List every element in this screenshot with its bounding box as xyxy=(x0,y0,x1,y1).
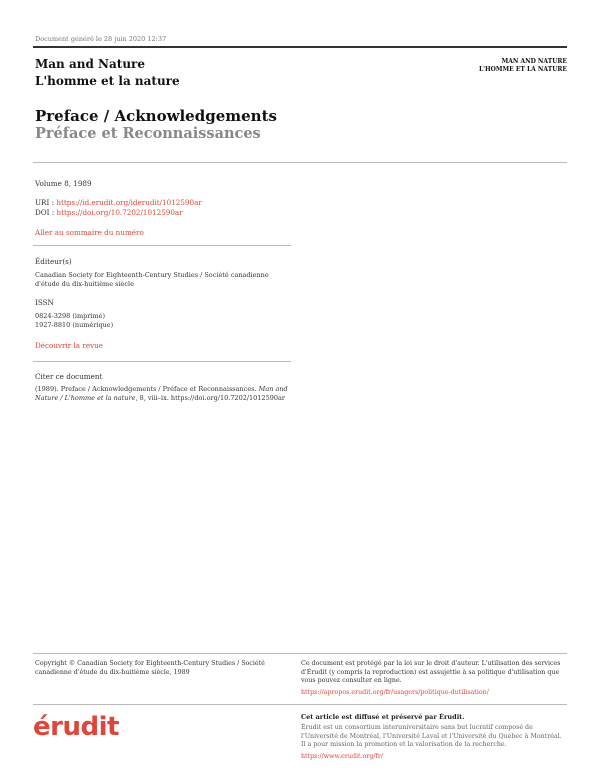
divider xyxy=(33,245,291,246)
journal-link[interactable]: Découvrir la revue xyxy=(35,341,104,350)
footer-divider xyxy=(33,704,567,705)
top-rule xyxy=(33,46,567,48)
erudit-heading: Cet article est diffusé et préservé par Érudit. xyxy=(301,713,465,721)
divider xyxy=(33,361,291,362)
journal-title-en: Man and Nature xyxy=(35,57,145,71)
doi-label: DOI : xyxy=(35,208,57,217)
publisher-value: Canadian Society for Eighteenth-Century Studies / Société canadienne d'étude du dix-huitième siècle xyxy=(35,271,269,288)
divider xyxy=(33,162,567,163)
doi-line xyxy=(35,208,183,217)
citation-journal: Man and Nature / L'homme et la nature xyxy=(35,385,288,402)
erudit-logo[interactable]: érudit xyxy=(33,712,119,742)
erudit-description: Érudit est un consortium interuniversitaire sans but lucratif composé de l'Université de Montréal, l'Université Laval et l'Université du Québec à Montréal. Il a pour mission la promotion et la valorisation de la recherche. xyxy=(301,724,562,748)
journal-logo-fr: L'HOMME ET LA NATURE xyxy=(478,66,567,73)
issn-label: ISSN xyxy=(35,298,54,307)
erudit-link[interactable]: https://www.erudit.org/fr/ xyxy=(301,753,383,760)
uri-line xyxy=(35,198,202,207)
usage-policy-link[interactable]: https://apropos.erudit.org/fr/usagers/politique-dutilisation/ xyxy=(301,689,489,696)
citation-suffix: , 8, viii–ix. https://doi.org/10.7202/1012590ar xyxy=(135,393,285,402)
copyright-notice: Copyright © Canadian Society for Eighteenth-Century Studies / Société canadienne d'étude du dix-huitième siècle, 1989 xyxy=(35,660,265,676)
toc-link[interactable]: Aller au sommaire du numéro xyxy=(35,228,144,237)
journal-title-fr: L'homme et la nature xyxy=(35,74,180,88)
publisher-label: Éditeur(s) xyxy=(35,257,72,266)
footer-divider xyxy=(33,653,567,654)
doi-link[interactable]: https://doi.org/10.7202/1012590ar xyxy=(56,208,183,217)
generated-date: Document généré le 28 juin 2020 12:37 xyxy=(35,35,167,43)
issn-digital: 1927-8810 (numérique) xyxy=(35,321,114,329)
cite-label: Citer ce document xyxy=(35,372,103,381)
volume-info: Volume 8, 1989 xyxy=(35,179,92,188)
article-subtitle: Préface et Reconnaissances xyxy=(35,125,261,142)
journal-logo-en: MAN AND NATURE xyxy=(501,58,567,65)
uri-link[interactable]: https://id.erudit.org/iderudit/1012590ar xyxy=(56,198,202,207)
citation-text xyxy=(35,385,291,402)
rights-notice: Ce document est protégé par la loi sur le droit d'auteur. L'utilisation des services d'Érudit (y compris la reproduction) est assujettie à sa politique d'utilisation que vous pouvez consulter en ligne. xyxy=(301,660,561,684)
article-title: Preface / Acknowledgements xyxy=(35,107,277,125)
issn-print: 0824-3298 (imprimé) xyxy=(35,312,106,320)
citation-prefix: (1989). Preface / Acknowledgements / Préface et Reconnaissances. xyxy=(35,385,259,393)
uri-label: URI : xyxy=(35,198,57,207)
